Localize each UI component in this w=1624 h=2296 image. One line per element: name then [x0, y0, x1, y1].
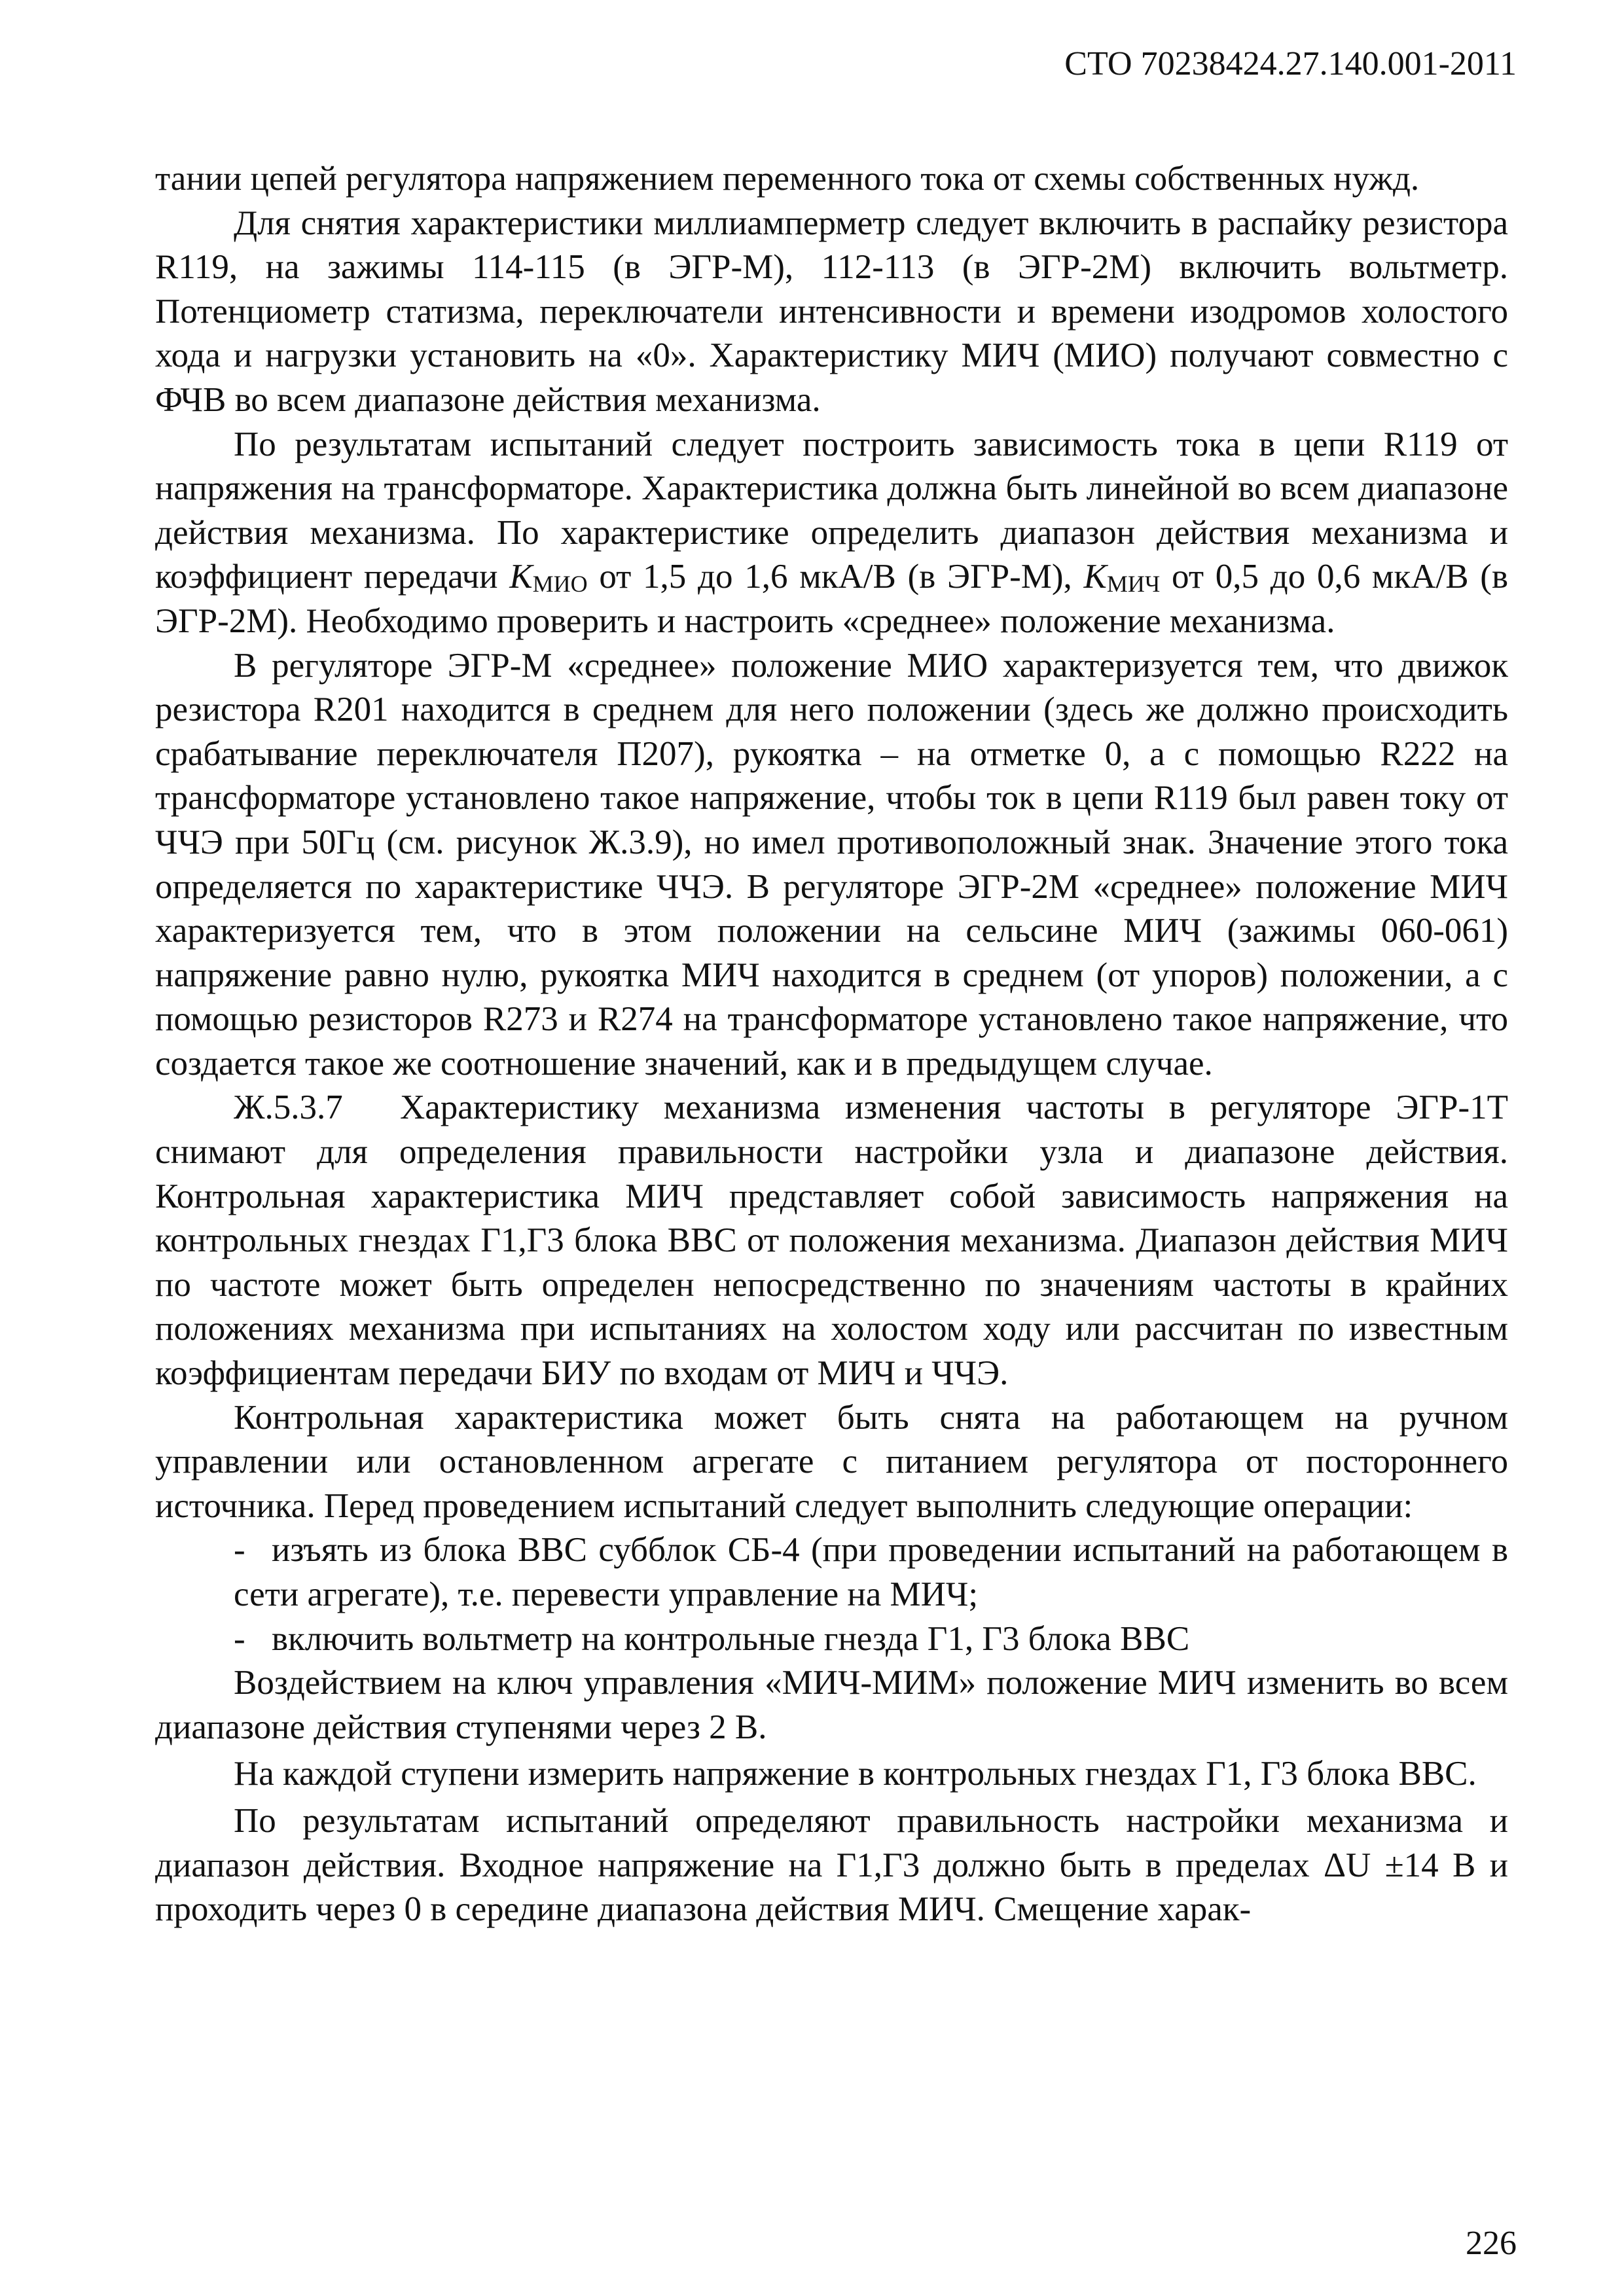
document-body — [155, 157, 1508, 1932]
paragraph-control-characteristic: Контрольная характеристика может быть снята на работающем на ручном управлении или остановленном агрегате с питанием регулятора от постороннего источника. Перед проведением испытаний следует выполнить следующие операции: — [155, 1398, 1508, 1525]
coefficient-subscript: МИО — [532, 571, 588, 598]
list-item — [155, 1528, 1508, 1617]
paragraph-measure-voltage: На каждой ступени измерить напряжение в контрольных гнездах Г1, Г3 блока ВВС. — [234, 1755, 1477, 1793]
paragraph-results-evaluation: По результатам испытаний определяют правильность настройки механизма и диапазон действия. Входное напряжение на Г1,Г3 должно быть в пределах ΔU ±14 В и проходить через 0 в середине диапазона действия МИЧ. Смещение харак- — [155, 1801, 1508, 1929]
document-code-header: СТО 70238424.27.140.001-2011 — [1064, 45, 1517, 82]
clause-number: Ж.5.3.7 — [234, 1088, 343, 1127]
list-item-text: изъять из блока ВВС субблок СБ-4 (при проведении испытаний на работающем в сети агрегате), т.е. перевести управление на МИЧ; — [234, 1531, 1508, 1613]
coefficient-subscript: МИЧ — [1106, 571, 1161, 598]
paragraph-continuation: тании цепей регулятора напряжением переменного тока от схемы собственных нужд. — [155, 160, 1420, 198]
clause-text: Характеристику механизма изменения частоты в регуляторе ЭГР-1Т снимают для определения правильности настройки узла и диапазоне действия. Контрольная характеристика МИЧ представляет собой зависимость напряжения на контрольных гнездах Г1,Г3 блока ВВС от положения механизма. Диапазон действия МИЧ по частоте может быть определен непосредственно по значениям частоты в крайних положениях механизма при испытаниях на холостом ходу или рассчитан по известным коэффициентам передачи БИУ по входам от МИЧ и ЧЧЭ. — [155, 1088, 1508, 1393]
coefficient-symbol: K — [509, 558, 533, 596]
coefficient-symbol: K — [1083, 558, 1107, 596]
paragraph-text-part: от 0,5 до 0,6 мкА/В (в ЭГР-2М). Необходимо проверить и настроить «среднее» положение механизма. — [155, 558, 1508, 640]
paragraph-key-action: Воздействием на ключ управления «МИЧ-МИМ» положение МИЧ изменить во всем диапазоне действия ступенями через 2 В. — [155, 1664, 1508, 1746]
list-item — [155, 1617, 1508, 1662]
page-number: 226 — [1466, 2225, 1517, 2262]
paragraph-text-part: от 1,5 до 1,6 мкА/В (в ЭГР-М), — [587, 558, 1084, 596]
list-item-text: включить вольтметр на контрольные гнезда Г1, Г3 блока ВВС — [272, 1619, 1190, 1658]
list-marker: - — [234, 1619, 245, 1658]
list-marker: - — [234, 1531, 245, 1570]
paragraph-test-results — [155, 423, 1508, 644]
paragraph-characteristic-setup: Для снятия характеристики миллиамперметр следует включить в распайку резистора R119, на зажимы 114-115 (в ЭГР-М), 112-113 (в ЭГР-2М) включить вольтметр. Потенциометр статизма, переключатели интенсивности и времени изодромов холостого хода и нагрузки установить на «0». Характеристику МИЧ (МИО) получают совместно с ФЧВ во всем диапазоне действия механизма. — [155, 204, 1508, 419]
paragraph-middle-position: В регуляторе ЭГР-М «среднее» положение МИО характеризуется тем, что движок резистора R201 находится в среднем для него положении (здесь же должно происходить срабатывание переключателя П207), рукоятка – на отметке 0, а с помощью R222 на трансформаторе установлено такое напряжение, чтобы ток в цепи R119 был равен току от ЧЧЭ при 50Гц (см. рисунок Ж.3.9), но имел противоположный знак. Значение этого тока определяется по характеристике ЧЧЭ. В регуляторе ЭГР-2М «среднее» положение МИЧ характеризуется тем, что в этом положении на сельсине МИЧ (зажимы 060-061) напряжение равно нулю, рукоятка МИЧ находится в среднем (от упоров) положении, а с помощью резисторов R273 и R274 на трансформаторе установлено такое напряжение, что создается такое же соотношение значений, как и в предыдущем случае. — [155, 646, 1508, 1083]
paragraph-text-part: По результатам испытаний следует построить зависимость тока в цепи R119 от напряжения на трансформаторе. Характеристика должна быть линейной во всем диапазоне действия механизма. По характеристике определить диапазон действия механизма и коэффициент передачи — [155, 425, 1508, 596]
paragraph-clause-j537 — [155, 1086, 1508, 1395]
